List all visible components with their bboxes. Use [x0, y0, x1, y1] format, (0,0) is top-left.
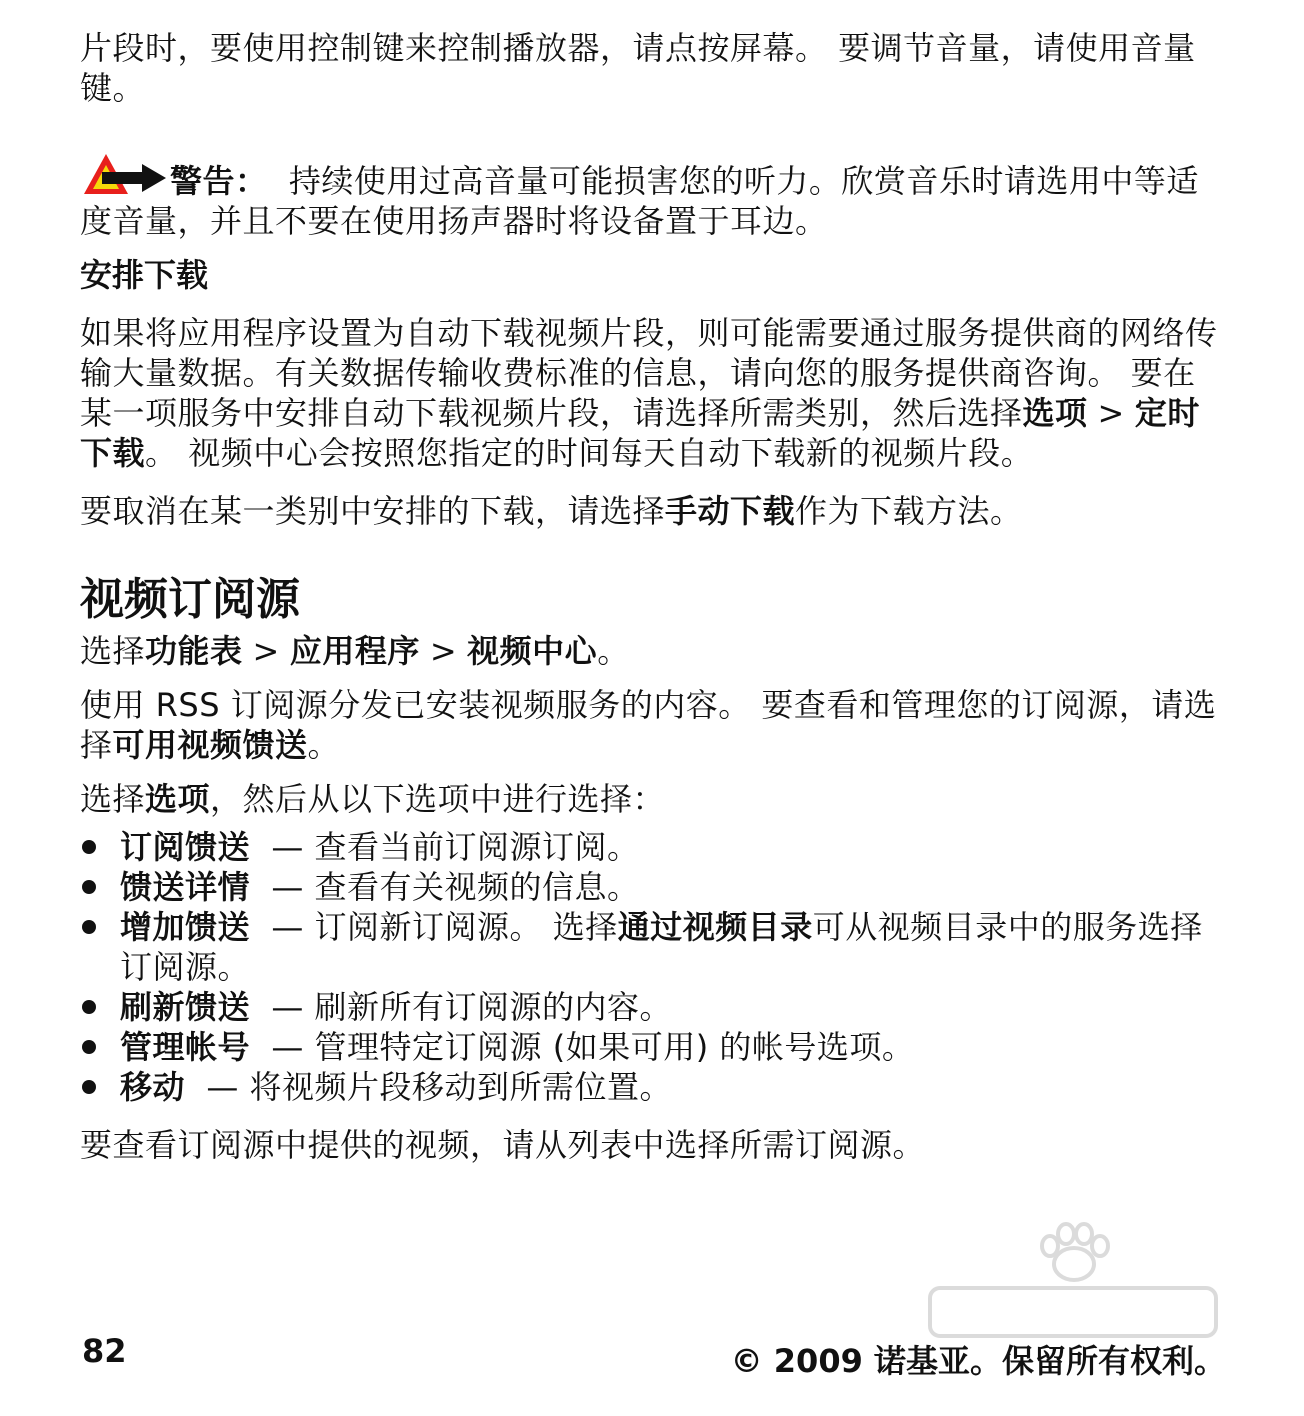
- schedule-paragraph: [80, 313, 1226, 473]
- cancel-text-a: 要取消在某一类别中安排的下载，请选择: [80, 492, 666, 530]
- warning-paragraph: [80, 150, 1226, 241]
- bullet-icon: [82, 880, 96, 894]
- manual-download-label: 手动下载: [665, 492, 796, 530]
- schedule-title: 安排下载: [80, 256, 209, 294]
- list-item: [80, 987, 1226, 1027]
- option-label: 刷新馈送: [120, 988, 251, 1026]
- available-feeds-label: 可用视频馈送: [112, 726, 308, 764]
- bullet-icon: [82, 1040, 96, 1054]
- option-desc: — 查看有关视频的信息。: [271, 868, 640, 906]
- option-desc: — 查看当前订阅源订阅。: [271, 828, 640, 866]
- bullet-icon: [82, 1000, 96, 1014]
- feeds-title: 视频订阅源: [80, 574, 300, 625]
- feeds-closing: 要查看订阅源中提供的视频，请从列表中选择所需订阅源。: [80, 1126, 926, 1164]
- option-label: 馈送详情: [120, 868, 251, 906]
- schedule-text-c: 。 视频中心会按照您指定的时间每天自动下载新的视频片段。: [145, 434, 1034, 472]
- option-label: 增加馈送: [120, 908, 251, 946]
- bullet-icon: [82, 840, 96, 854]
- bullet-icon: [82, 920, 96, 934]
- path-menu: 功能表: [145, 632, 243, 670]
- feeds-choose: [80, 779, 1226, 819]
- cancel-text-c: 作为下载方法。: [795, 492, 1023, 530]
- warning-text: 持续使用过高音量可能损害您的听力。欣赏音乐时请选用中等适度音量，并且不要在使用扬声器时将设备置于耳边。: [80, 162, 1199, 240]
- path-end: 。: [597, 632, 630, 670]
- option-label: 订阅馈送: [120, 828, 251, 866]
- warning-icon: [80, 150, 168, 198]
- list-item: [80, 867, 1226, 907]
- option-desc: — 刷新所有订阅源的内容。: [271, 988, 673, 1026]
- watermark-logo: [924, 1222, 1224, 1352]
- option-label: 管理帐号: [120, 1028, 251, 1066]
- list-item: [80, 907, 1226, 987]
- path-sep-1: >: [252, 632, 280, 670]
- schedule-path-sep: >: [1097, 394, 1125, 432]
- cancel-paragraph: [80, 491, 1226, 531]
- bullet-icon: [82, 1080, 96, 1094]
- feeds-intro-c: 。: [307, 726, 341, 764]
- path-video-center: 视频中心: [467, 632, 598, 670]
- page-number: 82: [82, 1332, 127, 1370]
- option-desc-extra: 可从视频目录中的服务选择订阅源。: [120, 908, 1203, 986]
- feeds-path: [80, 631, 1226, 671]
- feeds-intro-a: 使用 RSS 订阅源分发已安装视频服务的内容。 要查看和管理您的订阅源，请选择: [80, 686, 1217, 764]
- choose-c: ，然后从以下选项中进行选择：: [210, 780, 666, 818]
- list-item: [80, 827, 1226, 867]
- choose-options-label: 选项: [145, 780, 211, 818]
- schedule-option-label: 选项: [1022, 394, 1088, 432]
- feed-options-list: [80, 827, 1226, 1107]
- feeds-intro: [80, 685, 1226, 765]
- copyright: © 2009 诺基亚。保留所有权利。: [730, 1342, 1226, 1380]
- option-bold-extra: 通过视频目录: [617, 908, 813, 946]
- option-desc: — 管理特定订阅源 (如果可用) 的帐号选项。: [271, 1028, 915, 1066]
- manual-page: [80, 28, 1226, 1165]
- option-desc: — 将视频片段移动到所需位置。: [206, 1068, 673, 1106]
- schedule-text-a: 如果将应用程序设置为自动下载视频片段，则可能需要通过服务提供商的网络传输大量数据。有关数据传输收费标准的信息，请向您的服务提供商咨询。 要在某一项服务中安排自动下载视频片段，请选择所需类别，然后选择: [80, 314, 1218, 432]
- option-label: 移动: [120, 1068, 186, 1106]
- choose-a: 选择: [80, 780, 146, 818]
- path-prefix: 选择: [80, 632, 146, 670]
- warning-label: 警告：: [170, 162, 268, 200]
- intro-paragraph: 片段时，要使用控制键来控制播放器，请点按屏幕。 要调节音量，请使用音量键。: [80, 29, 1196, 107]
- path-applications: 应用程序: [289, 632, 420, 670]
- list-item: [80, 1027, 1226, 1067]
- option-desc: — 订阅新订阅源。 选择: [271, 908, 618, 946]
- schedule-timed-download: 定时下载: [80, 394, 1200, 472]
- path-sep-2: >: [429, 632, 458, 670]
- list-item: [80, 1067, 1226, 1107]
